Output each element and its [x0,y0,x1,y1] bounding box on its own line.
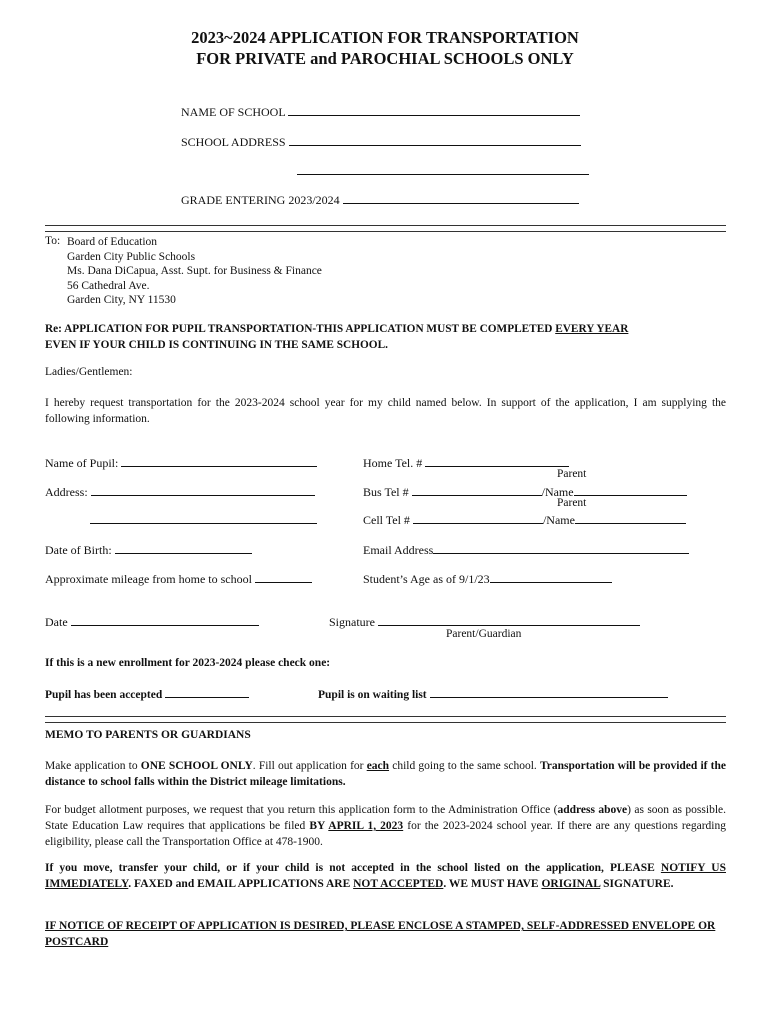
accepted-row [45,685,249,701]
memo-text: If you move, transfer your child, or if your child is not accepted in the school listed on the application, PLEASE [45,862,661,874]
cell-tel-row [363,511,686,528]
waiting-checkbox-line[interactable] [430,685,668,698]
addressee-line: Board of Education [67,236,158,248]
pupil-name-row [45,454,317,471]
school-name-row [181,103,580,120]
memo-emphasis: NOTIFY US IMMEDIATELY [45,862,726,890]
dob-field[interactable] [115,541,252,554]
parent-label-2: Parent [557,497,587,509]
memo-paragraph-3 [45,860,726,892]
waiting-row [318,685,668,701]
pupil-address-field[interactable] [91,483,315,496]
parent-label-1: Parent [557,468,587,480]
memo-emphasis: address above [557,804,628,816]
pupil-address-field-2[interactable] [90,511,317,524]
memo-emphasis: NOT ACCEPTED [353,878,444,890]
mileage-label: Approximate mileage from home to school [45,572,252,586]
pupil-address-row [45,483,315,500]
memo-emphasis: each [366,760,390,772]
school-address-label: SCHOOL ADDRESS [181,135,286,149]
title-line-2: FOR PRIVATE and PAROCHIAL SCHOOLS ONLY [196,49,574,68]
grade-row [181,191,579,208]
bus-tel-name-label: /Name [541,485,574,499]
title-line-1: 2023~2024 APPLICATION FOR TRANSPORTATION [191,28,579,47]
memo-text: child going to the same school. [389,760,540,772]
memo-emphasis: ORIGINAL [541,878,601,890]
mileage-row [45,570,312,587]
parent-guardian-label: Parent/Guardian [446,628,522,640]
waiting-label: Pupil is on waiting list [318,689,427,701]
pupil-name-label: Name of Pupil: [45,456,119,470]
email-row [363,541,689,558]
home-tel-label: Home Tel. # [363,456,423,470]
dob-row [45,541,252,558]
memo-text: . FAXED and EMAIL APPLICATIONS ARE [128,878,354,890]
pupil-address-label: Address: [45,485,88,499]
memo-text: For budget allotment purposes, we request that you return this application form to the Administration Office ( [45,804,558,816]
memo-emphasis: ONE SCHOOL ONLY [140,760,253,772]
school-address-field[interactable] [289,133,581,146]
date-row [45,613,259,630]
double-rule-separator [45,225,726,232]
addressee-line: Garden City Public Schools [67,250,196,263]
date-label: Date [45,615,68,629]
re-text: Re: APPLICATION FOR PUPIL TRANSPORTATION-THIS APPLICATION MUST BE COMPLETED [45,323,556,335]
accepted-label: Pupil has been accepted [45,689,163,701]
addressee-line: Garden City, NY 11530 [67,294,176,307]
addressee-line: Ms. Dana DiCapua, Asst. Supt. for Business & Finance [67,265,322,278]
double-rule-separator [45,716,726,723]
cell-tel-name-label: /Name [542,513,575,527]
cell-tel-name-field[interactable] [575,511,686,524]
cell-tel-label: Cell Tel # [363,513,410,527]
memo-text: ) as soon as possible. State Education Law requires that applications be filed [45,804,727,832]
home-tel-field[interactable] [425,454,569,467]
date-field[interactable] [71,613,259,626]
enrollment-prompt: If this is a new enrollment for 2023-2024 please check one: [45,657,331,669]
salutation: Ladies/Gentlemen: [45,366,133,378]
addressee-line: 56 Cathedral Ave. [67,279,150,292]
grade-field[interactable] [343,191,579,204]
grade-label: GRADE ENTERING 2023/2024 [181,193,340,207]
mileage-field[interactable] [255,570,312,583]
signature-label: Signature [329,615,375,629]
school-name-field[interactable] [288,103,580,116]
school-address-row [181,133,581,150]
memo-emphasis: APRIL 1, 2023 [328,820,404,832]
memo-paragraph-2 [45,802,726,850]
memo-text: . WE MUST HAVE [443,878,542,890]
re-line-2: EVEN IF YOUR CHILD IS CONTINUING IN THE SAME SCHOOL. [45,339,388,351]
addressee-block [67,235,322,308]
bus-tel-field[interactable] [412,483,542,496]
home-tel-row [363,454,569,471]
memo-emphasis: Transportation will be provided if the distance to school falls within the District mileage limitations. [45,760,726,788]
age-field[interactable] [490,570,612,583]
memo-text: . Fill out application for [252,760,367,772]
age-row [363,570,612,587]
to-label: To: [45,235,61,247]
memo-emphasis: BY [309,820,329,832]
bus-tel-label: Bus Tel # [363,485,409,499]
memo-paragraph-1 [45,758,726,790]
memo-paragraph-4: IF NOTICE OF RECEIPT OF APPLICATION IS DESIRED, PLEASE ENCLOSE A STAMPED, SELF-ADDRESSED ENVELOPE OR POSTCARD [45,920,716,948]
memo-text: for the 2023-2024 school year. If there are any questions regarding eligibility, please call the Transportation Office at 478-1900. [45,820,726,848]
email-label: Email Address [363,543,434,557]
bus-tel-name-field[interactable] [574,483,687,496]
school-address-field-2[interactable] [297,162,589,175]
pupil-name-field[interactable] [121,454,317,467]
accepted-checkbox-line[interactable] [165,685,249,698]
re-emphasis: EVERY YEAR [555,323,629,335]
memo-heading: MEMO TO PARENTS OR GUARDIANS [45,729,251,741]
school-name-label: NAME OF SCHOOL [181,105,286,119]
request-paragraph: I hereby request transportation for the 2023-2024 school year for my child named below. In support of the application, I am supplying the following information. [45,397,726,425]
memo-text: Make application to [45,760,141,772]
bus-tel-row [363,483,687,500]
re-statement [45,321,726,353]
email-field[interactable] [433,541,689,554]
signature-field[interactable] [378,613,640,626]
cell-tel-field[interactable] [413,511,543,524]
memo-text: SIGNATURE. [600,878,674,890]
dob-label: Date of Birth: [45,543,112,557]
age-label: Student’s Age as of 9/1/23 [363,572,490,586]
